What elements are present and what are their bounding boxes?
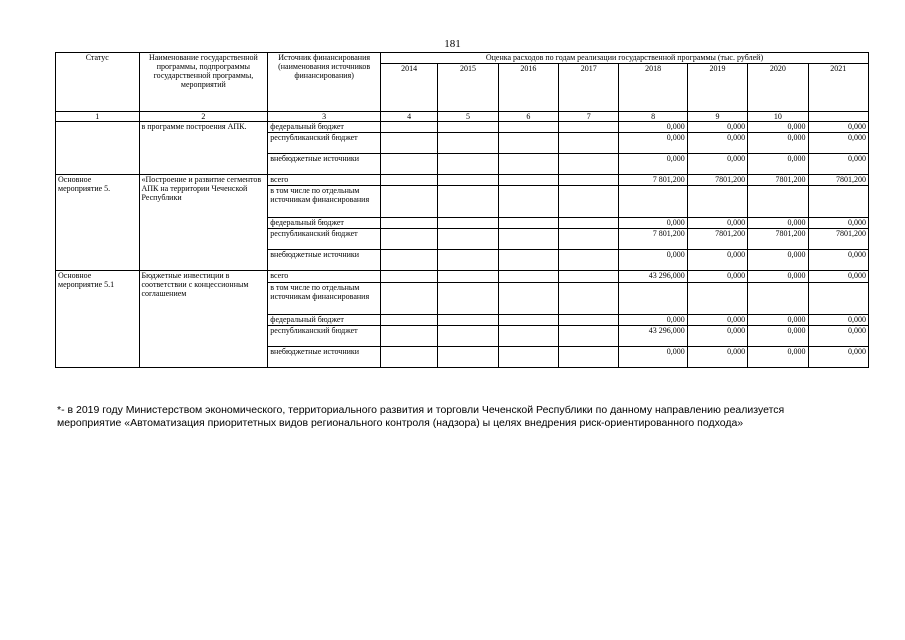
value-cell	[380, 186, 437, 218]
column-number: 9	[687, 112, 747, 122]
budget-table	[55, 52, 869, 368]
source-cell: внебюджетные источники	[268, 154, 381, 175]
header-status: Статус	[56, 53, 140, 112]
value-cell: 0,000	[687, 315, 747, 326]
value-cell: 0,000	[687, 326, 747, 347]
table-row	[56, 271, 869, 283]
value-cell	[380, 347, 437, 368]
value-cell: 0,000	[687, 122, 747, 133]
header-year: 2015	[438, 64, 498, 112]
table-row	[56, 175, 869, 186]
status-cell	[56, 122, 140, 175]
value-cell: 0,000	[619, 218, 687, 229]
value-cell	[380, 122, 437, 133]
value-cell	[559, 218, 619, 229]
value-cell: 0,000	[619, 347, 687, 368]
value-cell	[498, 122, 558, 133]
value-cell	[438, 154, 498, 175]
value-cell	[619, 186, 687, 218]
value-cell	[559, 154, 619, 175]
header-year: 2021	[808, 64, 869, 112]
value-cell	[438, 186, 498, 218]
value-cell: 0,000	[748, 122, 808, 133]
value-cell: 0,000	[748, 315, 808, 326]
status-cell: Основное мероприятие 5.	[56, 175, 140, 271]
value-cell: 0,000	[687, 271, 747, 283]
value-cell	[498, 175, 558, 186]
value-cell: 0,000	[808, 326, 869, 347]
page-number: 181	[444, 38, 461, 50]
value-cell	[438, 315, 498, 326]
source-cell: внебюджетные источники	[268, 250, 381, 271]
value-cell	[498, 347, 558, 368]
source-cell: внебюджетные источники	[268, 347, 381, 368]
value-cell: 0,000	[748, 154, 808, 175]
column-number: 2	[139, 112, 268, 122]
value-cell	[498, 154, 558, 175]
value-cell: 0,000	[748, 326, 808, 347]
value-cell	[380, 133, 437, 154]
value-cell	[498, 250, 558, 271]
source-cell: в том числе по отдельным источникам финансирования	[268, 186, 381, 218]
header-source: Источник финансирования (наименования источников финансирования)	[268, 53, 381, 112]
header-year: 2014	[380, 64, 437, 112]
value-cell	[380, 326, 437, 347]
column-number: 10	[748, 112, 808, 122]
value-cell	[438, 250, 498, 271]
value-cell: 0,000	[748, 133, 808, 154]
value-cell	[808, 283, 869, 315]
column-number: 4	[380, 112, 437, 122]
value-cell: 0,000	[748, 347, 808, 368]
value-cell	[380, 283, 437, 315]
value-cell	[559, 283, 619, 315]
value-cell	[380, 315, 437, 326]
value-cell: 0,000	[808, 250, 869, 271]
value-cell: 0,000	[748, 271, 808, 283]
source-cell: федеральный бюджет	[268, 315, 381, 326]
value-cell: 0,000	[619, 154, 687, 175]
header-estimate: Оценка расходов по годам реализации государственной программы (тыс. рублей)	[380, 53, 868, 64]
header-year: 2017	[559, 64, 619, 112]
value-cell	[559, 271, 619, 283]
table-body	[56, 122, 869, 368]
value-cell: 0,000	[619, 122, 687, 133]
value-cell	[498, 218, 558, 229]
value-cell	[559, 175, 619, 186]
value-cell	[808, 186, 869, 218]
value-cell	[438, 347, 498, 368]
value-cell	[498, 133, 558, 154]
value-cell	[687, 283, 747, 315]
table-row	[56, 122, 869, 133]
value-cell: 0,000	[619, 315, 687, 326]
value-cell	[498, 229, 558, 250]
value-cell: 0,000	[687, 154, 747, 175]
value-cell	[559, 347, 619, 368]
value-cell	[438, 326, 498, 347]
value-cell	[438, 122, 498, 133]
value-cell: 7801,200	[748, 229, 808, 250]
value-cell	[498, 315, 558, 326]
value-cell: 0,000	[808, 271, 869, 283]
value-cell	[380, 271, 437, 283]
value-cell: 43 296,000	[619, 326, 687, 347]
value-cell	[498, 271, 558, 283]
value-cell: 0,000	[748, 218, 808, 229]
value-cell: 0,000	[808, 133, 869, 154]
value-cell: 0,000	[808, 218, 869, 229]
value-cell: 0,000	[687, 250, 747, 271]
value-cell: 0,000	[808, 347, 869, 368]
header-year: 2016	[498, 64, 558, 112]
header-year: 2019	[687, 64, 747, 112]
value-cell	[559, 326, 619, 347]
source-cell: всего	[268, 175, 381, 186]
value-cell: 0,000	[619, 133, 687, 154]
column-number: 1	[56, 112, 140, 122]
value-cell	[380, 218, 437, 229]
value-cell	[559, 122, 619, 133]
value-cell	[559, 315, 619, 326]
value-cell: 7801,200	[687, 229, 747, 250]
value-cell	[498, 186, 558, 218]
source-cell: федеральный бюджет	[268, 218, 381, 229]
value-cell	[438, 283, 498, 315]
value-cell	[559, 250, 619, 271]
value-cell: 7801,200	[808, 175, 869, 186]
value-cell: 0,000	[687, 347, 747, 368]
value-cell: 43 296,000	[619, 271, 687, 283]
column-number: 8	[619, 112, 687, 122]
value-cell: 7801,200	[808, 229, 869, 250]
value-cell	[559, 133, 619, 154]
value-cell: 0,000	[808, 122, 869, 133]
value-cell	[380, 175, 437, 186]
source-cell: федеральный бюджет	[268, 122, 381, 133]
value-cell: 0,000	[748, 250, 808, 271]
value-cell	[380, 250, 437, 271]
source-cell: в том числе по отдельным источникам финансирования	[268, 283, 381, 315]
value-cell	[438, 271, 498, 283]
column-number: 7	[559, 112, 619, 122]
value-cell: 7 801,200	[619, 175, 687, 186]
value-cell	[438, 175, 498, 186]
source-cell: республиканский бюджет	[268, 133, 381, 154]
value-cell: 0,000	[687, 133, 747, 154]
name-cell: Бюджетные инвестиции в соответствии с концессионным соглашением	[139, 271, 268, 368]
source-cell: республиканский бюджет	[268, 326, 381, 347]
value-cell	[559, 229, 619, 250]
value-cell: 0,000	[808, 154, 869, 175]
column-number: 6	[498, 112, 558, 122]
column-number: 3	[268, 112, 381, 122]
status-cell: Основное мероприятие 5.1	[56, 271, 140, 368]
source-cell: республиканский бюджет	[268, 229, 381, 250]
value-cell	[748, 283, 808, 315]
name-cell: в программе построения АПК.	[139, 122, 268, 175]
source-cell: всего	[268, 271, 381, 283]
value-cell	[619, 283, 687, 315]
header-name: Наименование государственной программы, подпрограммы государственной программы, мероприятий	[139, 53, 268, 112]
name-cell: «Построение и развитие сегментов АПК на территории Чеченской Республики	[139, 175, 268, 271]
header-year: 2020	[748, 64, 808, 112]
column-number: 5	[438, 112, 498, 122]
value-cell	[438, 133, 498, 154]
value-cell	[498, 326, 558, 347]
value-cell	[438, 218, 498, 229]
value-cell: 7801,200	[687, 175, 747, 186]
value-cell	[380, 154, 437, 175]
value-cell: 7801,200	[748, 175, 808, 186]
footnote: *- в 2019 году Министерством экономического, территориального развития и торговли Чеченской Республики по данному направлению реализуется мероприятие «Автоматизация приоритетных видов регионального контроля (надзора) ы целях внедрения риск-ориентированного подхода»	[57, 404, 785, 429]
value-cell	[687, 186, 747, 218]
value-cell: 7 801,200	[619, 229, 687, 250]
value-cell: 0,000	[687, 218, 747, 229]
value-cell	[748, 186, 808, 218]
column-number	[808, 112, 869, 122]
value-cell	[380, 229, 437, 250]
value-cell: 0,000	[619, 250, 687, 271]
header-year: 2018	[619, 64, 687, 112]
value-cell	[559, 186, 619, 218]
table-header	[56, 53, 869, 122]
value-cell	[438, 229, 498, 250]
value-cell	[498, 283, 558, 315]
value-cell: 0,000	[808, 315, 869, 326]
